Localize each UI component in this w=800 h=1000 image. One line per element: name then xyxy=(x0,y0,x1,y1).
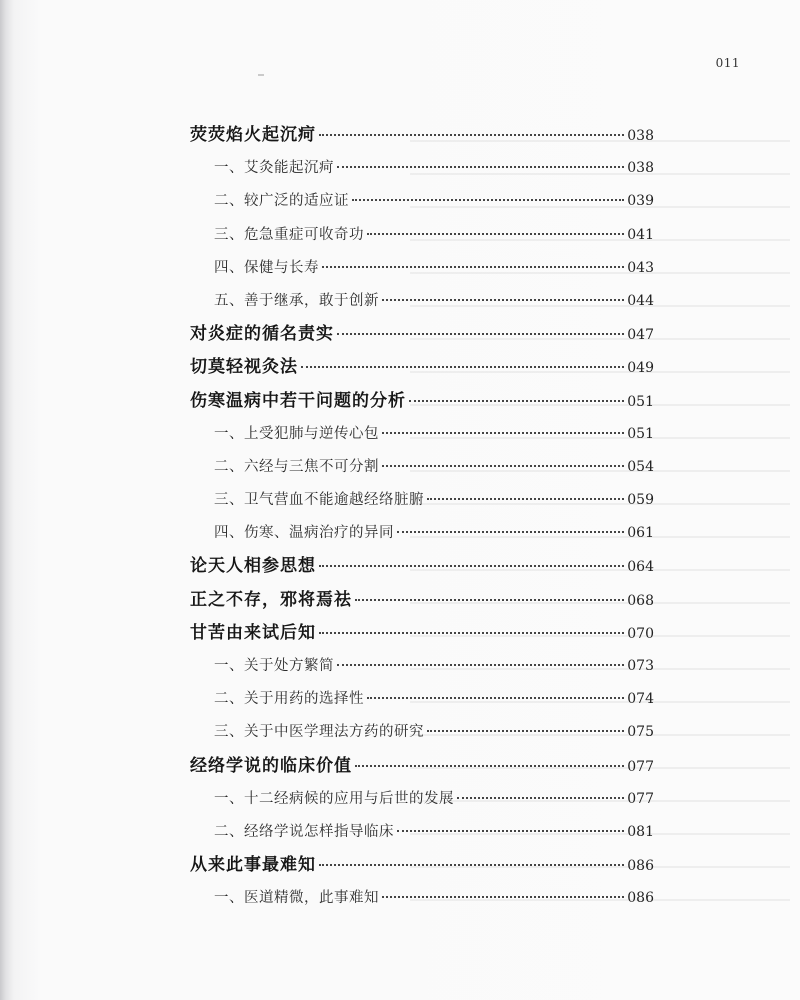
toc-entry xyxy=(190,783,654,816)
toc-entry-page: 077 xyxy=(627,758,654,775)
toc-entry xyxy=(190,816,654,849)
toc-entry-title: 三、卫气营血不能逾越经络脏腑 xyxy=(214,492,424,509)
toc-entry-page: 044 xyxy=(627,292,654,309)
toc-entry-title: 荧荧焰火起沉疴 xyxy=(190,125,316,145)
toc-entry-title: 五、善于继承，敢于创新 xyxy=(214,292,379,309)
toc-entry-title: 三、危急重症可收奇功 xyxy=(214,226,364,243)
toc-entry-title: 一、医道精微，此事难知 xyxy=(214,890,379,907)
dot-leader xyxy=(355,765,624,767)
dot-leader xyxy=(319,565,624,567)
toc-entry xyxy=(190,185,654,218)
toc-entry-title: 二、关于用药的选择性 xyxy=(214,691,364,708)
toc-entry xyxy=(190,484,654,517)
toc-entry-page: 041 xyxy=(627,226,654,243)
toc-entry xyxy=(190,219,654,252)
toc-entry-title: 一、上受犯肺与逆传心包 xyxy=(214,425,379,442)
dot-leader xyxy=(337,333,624,335)
toc-entry-page: 038 xyxy=(627,128,654,144)
toc-entry xyxy=(190,351,654,384)
dot-leader xyxy=(397,531,624,533)
toc-entry-page: 039 xyxy=(627,193,654,210)
dot-leader xyxy=(319,632,624,634)
toc-entry xyxy=(190,716,654,749)
dot-leader xyxy=(367,697,624,699)
toc-entry-page: 086 xyxy=(627,858,654,875)
toc-entry-title: 四、伤寒、温病治疗的异同 xyxy=(214,525,394,542)
toc-entry-page: 054 xyxy=(627,458,654,475)
page-number: 011 xyxy=(715,56,740,70)
toc-entry-title: 伤寒温病中若干问题的分析 xyxy=(190,390,406,411)
dot-leader xyxy=(337,664,624,666)
dot-leader xyxy=(382,299,624,301)
toc-entry-page: 049 xyxy=(627,360,654,377)
dot-leader xyxy=(319,864,624,866)
dot-leader xyxy=(301,366,624,368)
toc-entry-page: 068 xyxy=(627,592,654,609)
dot-leader xyxy=(382,896,624,898)
toc-entry xyxy=(190,517,654,550)
toc-entry-page: 086 xyxy=(627,890,654,907)
toc-entry-title: 甘苦由来试后知 xyxy=(190,622,316,643)
toc-entry xyxy=(190,385,654,418)
toc-entry xyxy=(190,152,654,185)
stray-mark xyxy=(258,74,264,76)
toc-entry-title: 四、保健与长寿 xyxy=(214,259,319,276)
toc-entry-page: 043 xyxy=(627,259,654,276)
toc-entry-page: 061 xyxy=(627,525,654,542)
toc-entry xyxy=(190,617,654,650)
toc-entry-title: 正之不存，邪将焉祛 xyxy=(190,589,352,610)
toc-entry-page: 074 xyxy=(627,691,654,708)
dot-leader xyxy=(352,199,624,201)
dot-leader xyxy=(319,134,624,136)
toc-entry-title: 一、关于处方繁简 xyxy=(214,658,334,674)
dot-leader xyxy=(355,599,624,601)
toc-entry-page: 051 xyxy=(627,393,654,410)
toc-entry xyxy=(190,750,654,783)
toc-entry xyxy=(190,119,654,152)
toc-entry xyxy=(190,650,654,683)
dot-leader xyxy=(397,830,624,832)
toc-entry xyxy=(190,550,654,583)
toc-entry-title: 三、关于中医学理法方药的研究 xyxy=(214,724,424,741)
toc-entry xyxy=(190,584,654,617)
toc-entry-page: 051 xyxy=(627,425,654,442)
toc-entry-page: 070 xyxy=(627,625,654,642)
toc-entry xyxy=(190,418,654,451)
dot-leader xyxy=(337,166,624,168)
toc-entry-page: 073 xyxy=(627,658,654,674)
dot-leader xyxy=(457,797,624,799)
dot-leader xyxy=(322,266,624,268)
toc-entry-page: 064 xyxy=(627,559,654,576)
toc-entry xyxy=(190,318,654,351)
dot-leader xyxy=(427,730,624,732)
toc-entry-page: 077 xyxy=(627,790,654,807)
toc-entry-page: 075 xyxy=(627,724,654,741)
toc-entry-title: 对炎症的循名责实 xyxy=(190,324,334,345)
toc-entry xyxy=(190,252,654,285)
toc-entry-page: 047 xyxy=(627,327,654,344)
dot-leader xyxy=(427,498,624,500)
toc-entry xyxy=(190,451,654,484)
toc-entry-title: 从来此事最难知 xyxy=(190,855,316,876)
toc-entry-title: 经络学说的临床价值 xyxy=(190,755,352,776)
toc-entry xyxy=(190,882,654,915)
toc-entry-title: 切莫轻视灸法 xyxy=(190,357,298,378)
toc-entry-title: 一、艾灸能起沉疴 xyxy=(214,160,334,177)
toc-entry xyxy=(190,285,654,318)
dot-leader xyxy=(382,465,624,467)
toc-entry-page: 081 xyxy=(627,823,654,840)
toc-entry-title: 一、十二经病候的应用与后世的发展 xyxy=(214,790,454,807)
dot-leader xyxy=(409,400,624,402)
toc-entry-title: 论天人相参思想 xyxy=(190,556,316,577)
dot-leader xyxy=(382,432,624,434)
toc-entry xyxy=(190,849,654,882)
dot-leader xyxy=(367,233,624,235)
table-of-contents xyxy=(190,119,654,916)
toc-entry xyxy=(190,683,654,716)
toc-entry-title: 二、较广泛的适应证 xyxy=(214,193,349,210)
toc-entry-title: 二、六经与三焦不可分割 xyxy=(214,458,379,475)
toc-entry-page: 059 xyxy=(627,492,654,509)
toc-entry-title: 二、经络学说怎样指导临床 xyxy=(214,823,394,840)
toc-entry-page: 038 xyxy=(627,160,654,177)
